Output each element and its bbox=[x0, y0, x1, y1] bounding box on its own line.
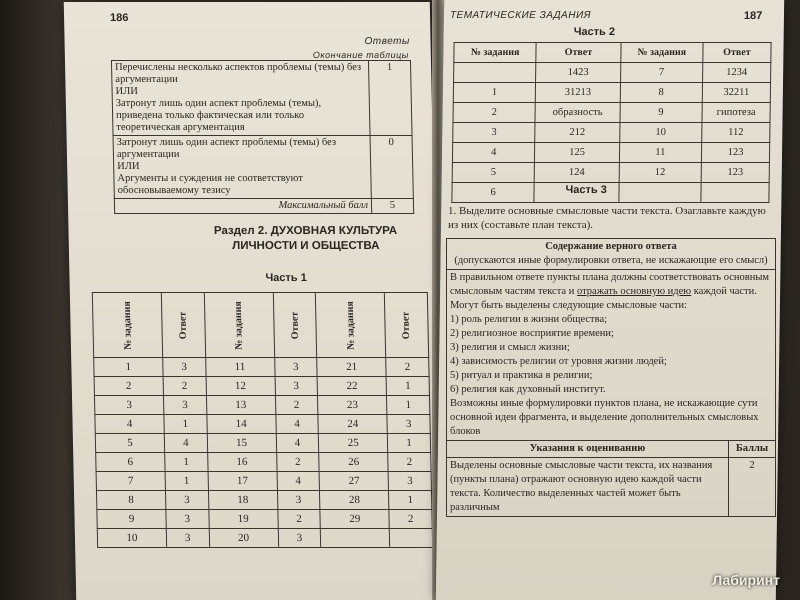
table-cell: 9 bbox=[97, 510, 166, 529]
table-cell: 24 bbox=[318, 415, 387, 434]
table-cell bbox=[618, 183, 701, 203]
table-cell: 123 bbox=[701, 143, 769, 163]
criteria-score: 0 bbox=[370, 136, 413, 199]
criteria-row bbox=[111, 61, 412, 136]
table-cell: 2 bbox=[386, 358, 429, 377]
table-cell: 3 bbox=[166, 529, 209, 548]
table-cell: 17 bbox=[208, 472, 277, 491]
table-cell: 7 bbox=[96, 472, 165, 491]
table-cell: 2 bbox=[94, 377, 163, 396]
table-cell: 2 bbox=[388, 453, 431, 472]
content-intro: В правильном ответе пункты плана должны соответствовать основным смысловым частям текста и отражать основную идею каждой части. bbox=[450, 272, 770, 297]
table-cell: 19 bbox=[209, 510, 278, 529]
table-cell: 2 bbox=[276, 453, 319, 472]
column-header: № задания bbox=[233, 301, 246, 350]
table-cell bbox=[389, 529, 432, 548]
table-cell: 3 bbox=[388, 472, 431, 491]
part1-header-row bbox=[92, 293, 428, 358]
table-cell: 6 bbox=[452, 183, 535, 203]
table-cell: 4 bbox=[277, 472, 320, 491]
table-cell: 3 bbox=[163, 358, 206, 377]
table-cell: 1 bbox=[386, 377, 429, 396]
section-title: Раздел 2. ДУХОВНАЯ КУЛЬТУРА ЛИЧНОСТИ И ОБЩЕСТВА bbox=[213, 225, 398, 252]
plan-item: 1) роль религии в жизни общества; bbox=[450, 314, 608, 325]
table-cell: 212 bbox=[535, 123, 620, 143]
table-cell: 32211 bbox=[702, 83, 770, 103]
max-score-value: 5 bbox=[371, 199, 413, 214]
table-row bbox=[97, 510, 432, 529]
table-cell: 2 bbox=[277, 510, 320, 529]
table-cell: 4 bbox=[452, 143, 535, 163]
table-row bbox=[96, 472, 431, 491]
table-cell: 28 bbox=[320, 491, 389, 510]
content-note: Возможны иные формулировки пунктов плана, не искажающие сути основной идеи фрагмента, и выделение дополнительных смысловых блоков bbox=[450, 398, 759, 437]
criteria-or: ИЛИ bbox=[117, 161, 140, 172]
task-1-text: 1. Выделите основные смысловые части текста. Озаглавьте каждую из них (составьте план текста). bbox=[448, 205, 766, 231]
table-row bbox=[452, 183, 769, 203]
table-cell: 2 bbox=[275, 396, 318, 415]
table-cell: гипотеза bbox=[702, 103, 770, 123]
table-cell bbox=[701, 183, 769, 203]
table-cell: образность bbox=[535, 103, 620, 123]
table-cell: 3 bbox=[163, 396, 206, 415]
table-cell: 1 bbox=[165, 453, 208, 472]
table-cell bbox=[454, 63, 537, 83]
column-header: Ответ bbox=[703, 43, 771, 63]
table-cell: 1234 bbox=[703, 63, 771, 83]
page-number-left: 186 bbox=[109, 12, 129, 24]
table-cell: 22 bbox=[317, 377, 386, 396]
table-cell: 25 bbox=[319, 434, 388, 453]
table-cell: 112 bbox=[702, 123, 770, 143]
table-row bbox=[97, 529, 432, 548]
criteria-text: Затронут лишь один аспект проблемы (темы), приведена только фактическая или только теоретическая аргументация bbox=[115, 98, 322, 133]
table-row bbox=[94, 377, 429, 396]
table-cell: 3 bbox=[278, 529, 321, 548]
column-header: Ответ bbox=[289, 311, 301, 340]
table-cell: 7 bbox=[620, 63, 703, 83]
table-cell: 8 bbox=[96, 491, 165, 510]
criteria-score: 1 bbox=[368, 61, 412, 136]
table-cell: 4 bbox=[95, 415, 164, 434]
table-cell: 1 bbox=[388, 434, 431, 453]
table-cell: 3 bbox=[166, 510, 209, 529]
table-cell: 20 bbox=[209, 529, 278, 548]
criteria-or: ИЛИ bbox=[115, 86, 139, 97]
points-header: Баллы bbox=[729, 441, 776, 458]
table-cell: 10 bbox=[97, 529, 166, 548]
column-header: Ответ bbox=[536, 43, 621, 63]
table-cell: 13 bbox=[206, 396, 275, 415]
plan-item: 3) религия и смысл жизни; bbox=[450, 342, 570, 353]
table-cell: 2 bbox=[453, 103, 536, 123]
table-caption: Окончание таблицы bbox=[312, 50, 409, 60]
table-row bbox=[96, 453, 431, 472]
table-cell: 29 bbox=[320, 510, 389, 529]
answer-content-table bbox=[446, 238, 776, 517]
table-cell: 6 bbox=[96, 453, 165, 472]
part2-answers-table bbox=[451, 42, 771, 203]
part2-header-row bbox=[454, 43, 771, 63]
column-header: № задания bbox=[344, 301, 357, 350]
plan-item: 6) религия как духовный институт. bbox=[450, 384, 606, 395]
table-cell: 11 bbox=[619, 143, 702, 163]
table-cell: 3 bbox=[274, 358, 317, 377]
grading-score: 2 bbox=[729, 458, 776, 517]
table-cell: 16 bbox=[207, 453, 276, 472]
table-row bbox=[454, 63, 771, 83]
table-cell: 123 bbox=[701, 163, 769, 183]
column-header: Ответ bbox=[177, 311, 190, 340]
plan-item: 5) ритуал и практика в религии; bbox=[450, 370, 593, 381]
part2-title: Часть 2 bbox=[573, 26, 616, 38]
table-cell: 11 bbox=[205, 358, 274, 377]
table-cell: 10 bbox=[619, 123, 702, 143]
table-cell: 4 bbox=[275, 415, 318, 434]
table-cell: 4 bbox=[164, 434, 207, 453]
criteria-text: Затронут лишь один аспект проблемы (темы) без аргументации bbox=[116, 137, 337, 160]
running-head-right: ТЕМАТИЧЕСКИЕ ЗАДАНИЯ bbox=[449, 10, 592, 21]
table-row bbox=[453, 83, 770, 103]
table-cell: 1 bbox=[387, 396, 430, 415]
left-page bbox=[64, 2, 443, 600]
table-row bbox=[453, 103, 770, 123]
criteria-table bbox=[111, 60, 414, 214]
table-cell: 4 bbox=[276, 434, 319, 453]
table-cell: 3 bbox=[453, 123, 536, 143]
plan-item: 2) религиозное восприятие времени; bbox=[450, 328, 614, 339]
max-score-row bbox=[114, 199, 413, 214]
table-cell: 5 bbox=[452, 163, 535, 183]
column-header: № задания bbox=[121, 301, 134, 350]
table-cell: 3 bbox=[277, 491, 320, 510]
table-cell: 2 bbox=[389, 510, 432, 529]
table-row bbox=[94, 396, 429, 415]
table-cell: 14 bbox=[207, 415, 276, 434]
table-cell: 15 bbox=[207, 434, 276, 453]
column-header: № задания bbox=[454, 43, 537, 63]
table-cell: 2 bbox=[163, 377, 206, 396]
table-cell: 1423 bbox=[536, 63, 621, 83]
grading-header: Указания к оцениванию bbox=[447, 441, 729, 458]
table-cell: 31213 bbox=[536, 83, 621, 103]
table-row bbox=[95, 415, 430, 434]
table-cell: 26 bbox=[319, 453, 388, 472]
table-cell: 1 bbox=[389, 491, 432, 510]
content-subheader: (допускаются иные формулировки ответа, не искажающие его смысл) bbox=[454, 255, 768, 266]
table-cell: 8 bbox=[620, 83, 703, 103]
table-row bbox=[452, 163, 769, 183]
table-row bbox=[94, 358, 429, 377]
criteria-text: Перечислены несколько аспектов проблемы (темы) без аргументации bbox=[114, 62, 362, 85]
watermark-logo: Лабиринт bbox=[712, 572, 780, 588]
table-cell: 3 bbox=[94, 396, 163, 415]
table-cell: 12 bbox=[206, 377, 275, 396]
table-cell: 21 bbox=[317, 358, 386, 377]
table-row bbox=[95, 434, 430, 453]
table-cell: 124 bbox=[535, 163, 620, 183]
criteria-row bbox=[113, 136, 413, 199]
plan-item: 4) зависимость религии от уровня жизни людей; bbox=[450, 356, 667, 367]
criteria-text: Аргументы и суждения не соответствуют обосновываемому тезису bbox=[117, 173, 304, 196]
page-number-right: 187 bbox=[743, 10, 763, 22]
part1-title: Часть 1 bbox=[265, 272, 307, 284]
table-cell: 1 bbox=[94, 358, 163, 377]
content-intro-underlined: отражать основную идею bbox=[576, 286, 692, 297]
running-head-left: Ответы bbox=[364, 36, 410, 47]
table-cell: 1 bbox=[164, 415, 207, 434]
part3-title: Часть 3 bbox=[565, 184, 607, 196]
table-cell: 1 bbox=[165, 472, 208, 491]
table-cell: 5 bbox=[95, 434, 164, 453]
table-row bbox=[453, 123, 770, 143]
grading-text: Выделены основные смысловые части текста, их названия (пункты плана) отражают основную идею каждой части текста. Количество выделенных частей может быть различным bbox=[447, 458, 729, 517]
content-lead: Могут быть выделены следующие смысловые части: bbox=[450, 300, 688, 311]
table-cell: 27 bbox=[319, 472, 388, 491]
column-header: Ответ bbox=[400, 311, 413, 340]
max-score-label: Максимальный балл bbox=[114, 199, 371, 214]
table-cell: 12 bbox=[619, 163, 702, 183]
table-cell bbox=[321, 529, 390, 548]
table-cell: 18 bbox=[208, 491, 277, 510]
table-row bbox=[96, 491, 431, 510]
table-row bbox=[452, 143, 769, 163]
table-cell: 1 bbox=[453, 83, 536, 103]
column-header: № задания bbox=[620, 43, 703, 63]
table-cell: 3 bbox=[387, 415, 430, 434]
table-cell: 3 bbox=[165, 491, 208, 510]
part1-answers-table bbox=[92, 292, 433, 548]
table-cell: 23 bbox=[318, 396, 387, 415]
table-cell: 9 bbox=[620, 103, 703, 123]
content-header: Содержание верного ответа bbox=[545, 241, 677, 252]
table-cell: 125 bbox=[535, 143, 620, 163]
table-cell: 3 bbox=[275, 377, 318, 396]
